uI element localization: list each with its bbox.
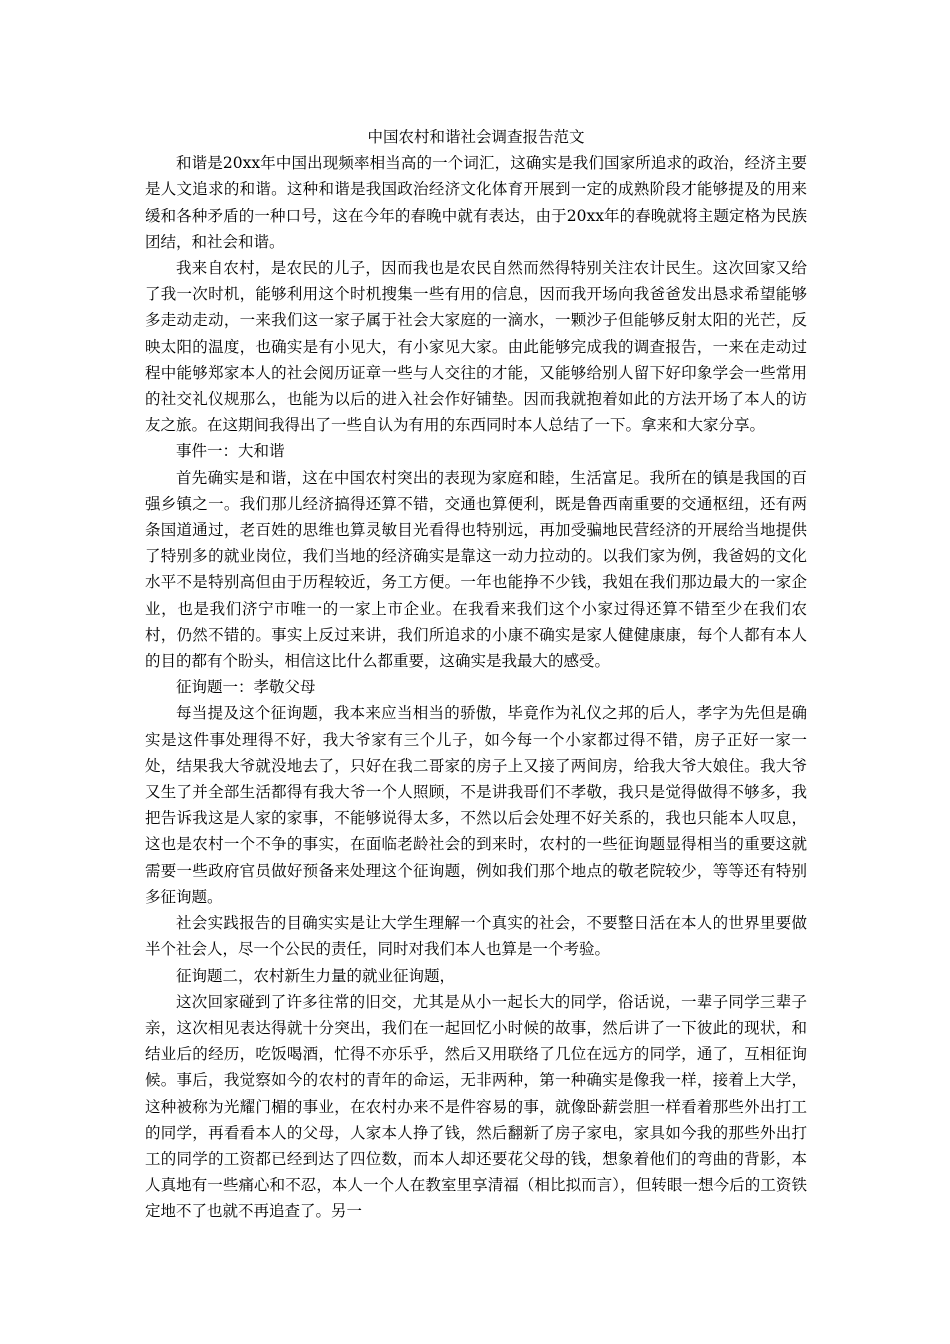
document-page	[145, 124, 807, 1225]
document-body	[145, 150, 807, 1224]
body-paragraph: 我来自农村，是农民的儿子，因而我也是农民自然而然得特别关注农计民生。这次回家又给了我一次时机，能够利用这个时机搜集一些有用的信息，因而我开场向我爸爸发出恳求希望能够多走动走动，一来我们这一家子属于社会大家庭的一滴水，一颗沙子但能够反射太阳的光芒，反映太阳的温度，也确实是有小见大，有小家见大家。由此能够完成我的调查报告，一来在走动过程中能够郑家本人的社会阅历证章一些与人交往的才能，又能够给别人留下好印象学会一些常用的社交礼仪规那么，也能为以后的进入社会作好铺垫。因而我就抱着如此的方法开场了本人的访友之旅。在这期间我得出了一些自认为有用的东西同时本人总结了一下。拿来和大家分享。	[145, 259, 807, 435]
body-paragraph: 和谐是20xx年中国出现频率相当高的一个词汇，这确实是我们国家所追求的政治，经济主要是人文追求的和谐。这种和谐是我国政治经济文化体育开展到一定的成熟阶段才能够提及的用来缓和各种矛盾的一种口号，这在今年的春晚中就有表达，由于20xx年的春晚就将主题定格为民族团结，和社会和谐。	[145, 154, 807, 251]
body-paragraph: 这次回家碰到了许多往常的旧交，尤其是从小一起长大的同学，俗话说，一辈子同学三辈子亲，这次相见表达得就十分突出，我们在一起回忆小时候的故事，然后讲了一下彼此的现状，和结业后的经历，吃饭喝酒，忙得不亦乐乎，然后又用联络了几位在远方的同学，通了，互相征询候。事后，我觉察如今的农村的青年的命运，无非两种，第一种确实是像我一样，接着上大学，这种被称为光耀门楣的事业，在农村办来不是件容易的事，就像卧薪尝胆一样看着那些外出打工的同学，再看看本人的父母，人家本人挣了钱，然后翻新了房子家电，家具如今我的那些外出打工的同学的工资都已经到达了四位数，而本人却还要花父母的钱，想象着他们的弯曲的背影，本人真地有一些痛心和不忍，本人一个人在教室里享清福（相比拟而言），但转眼一想今后的工资铁定地不了也就不再追查了。另一	[145, 992, 807, 1221]
document-title: 中国农村和谐社会调查报告范文	[367, 128, 585, 146]
section-heading: 征询题一：孝敬父母	[176, 678, 316, 697]
body-paragraph: 每当提及这个征询题，我本来应当相当的骄傲，毕竟作为礼仪之邦的后人，孝字为先但是确实是这件事处理得不好，我大爷家有三个儿子，如今每一个小家都过得不错，房子正好一家一处，结果我大爷就没地去了，只好在我二哥家的房子上又接了两间房，给我大爷大娘住。我大爷又生了并全部生活都得有我大爷一个人照顾，不是讲我哥们不孝敬，我只是觉得做得不够多，我把告诉我这是人家的家事，不能够说得太多，不然以后会处理不好关系的，我也只能本人叹息，这也是农村一个不争的事实，在面临老龄社会的到来时，农村的一些征询题显得相当的重要这就需要一些政府官员做好预备来处理这个征询题，例如我们那个地点的敬老院较少，等等还有特别多征询题。	[145, 704, 807, 906]
section-heading: 征询题二，农村新生力量的就业征询题，	[176, 966, 456, 985]
body-paragraph: 首先确实是和谐，这在中国农村突出的表现为家庭和睦，生活富足。我所在的镇是我国的百强乡镇之一。我们那儿经济搞得还算不错，交通也算便利，既是鲁西南重要的交通枢纽，还有两条国道通过，老百姓的思维也算灵敏目光看得也特别远，再加受骗地民营经济的开展给当地提供了特别多的就业岗位，我们当地的经济确实是靠这一动力拉动的。以我们家为例，我爸妈的文化水平不是特别高但由于历程较近，务工方便。一年也能挣不少钱，我姐在我们那边最大的一家企业，也是我们济宁市唯一的一家上市企业。在我看来我们这个小家过得还算不错至少在我们农村，仍然不错的。事实上反过来讲，我们所追求的小康不确实是家人健健康康，每个人都有本人的目的都有个盼头，相信这比什么都重要，这确实是我最大的感受。	[145, 468, 807, 671]
body-paragraph: 社会实践报告的目确实实是让大学生理解一个真实的社会，不要整日活在本人的世界里要做半个社会人，尽一个公民的责任，同时对我们本人也算是一个考验。	[145, 914, 807, 959]
section-heading: 事件一：大和谐	[176, 442, 285, 461]
